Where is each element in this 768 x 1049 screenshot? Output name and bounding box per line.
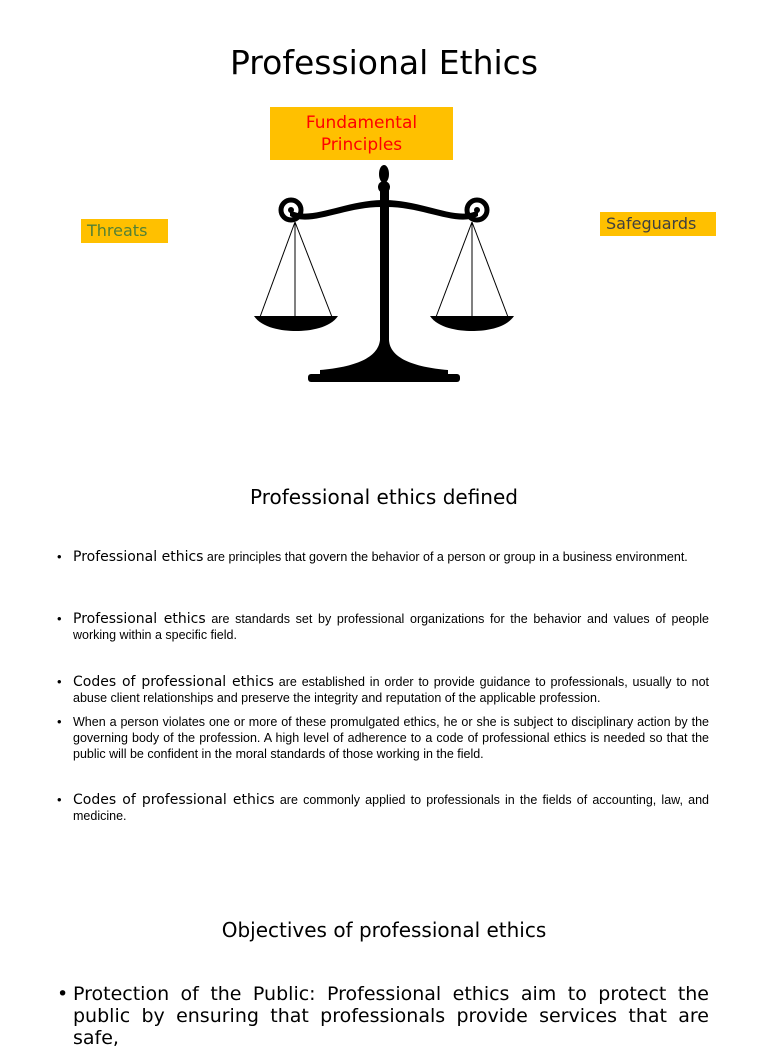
list-item-term: Codes of professional ethics bbox=[73, 674, 274, 690]
list-item-text: are standards set by professional organizations for the behavior and values of people working within a specific field. bbox=[73, 612, 709, 642]
objective-bullet bbox=[57, 983, 709, 1049]
list-item bbox=[57, 611, 709, 643]
list-item-text: are principles that govern the behavior of a person or group in a business environment. bbox=[203, 550, 688, 564]
list-item bbox=[57, 674, 709, 706]
balance-scale-icon bbox=[250, 160, 520, 385]
page-title: Professional Ethics bbox=[229, 43, 539, 82]
threats-box: Threats bbox=[81, 219, 168, 243]
bullet-icon: • bbox=[57, 983, 69, 1005]
bullet-icon: • bbox=[57, 674, 62, 689]
bullet-icon: • bbox=[57, 611, 62, 626]
section-heading-objectives: Objectives of professional ethics bbox=[221, 918, 547, 942]
list-item-text: When a person violates one or more of these promulgated ethics, he or she is subject to disciplinary action by the governing body of the profession. A high level of adherence to a code of professional ethics is needed so that the public will be confident in the moral standards of those working in the field. bbox=[73, 715, 709, 761]
list-item bbox=[57, 792, 709, 824]
safeguards-box: Safeguards bbox=[600, 212, 716, 236]
objective-term: Protection of the Public bbox=[73, 983, 310, 1005]
list-item-text: are established in order to provide guidance to professionals, usually to not abuse client relationships and preserve the integrity and reputation of the applicable profession. bbox=[73, 675, 709, 705]
fundamental-principles-box: Fundamental Principles bbox=[270, 107, 453, 160]
list-item-term: Professional ethics bbox=[73, 549, 204, 565]
list-item bbox=[57, 549, 709, 565]
list-item bbox=[57, 714, 709, 762]
section-heading-defined: Professional ethics defined bbox=[250, 485, 518, 509]
list-item-term: Professional ethics bbox=[73, 611, 206, 627]
bullet-icon: • bbox=[57, 549, 62, 564]
objective-text: : Professional ethics aim to protect the public by ensuring that professionals provide services that are safe, bbox=[73, 983, 709, 1049]
bullet-icon: • bbox=[57, 792, 62, 807]
list-item-term: Codes of professional ethics bbox=[73, 792, 275, 808]
bullet-icon: • bbox=[57, 714, 62, 729]
list-item-text: are commonly applied to professionals in the fields of accounting, law, and medicine. bbox=[73, 793, 709, 823]
